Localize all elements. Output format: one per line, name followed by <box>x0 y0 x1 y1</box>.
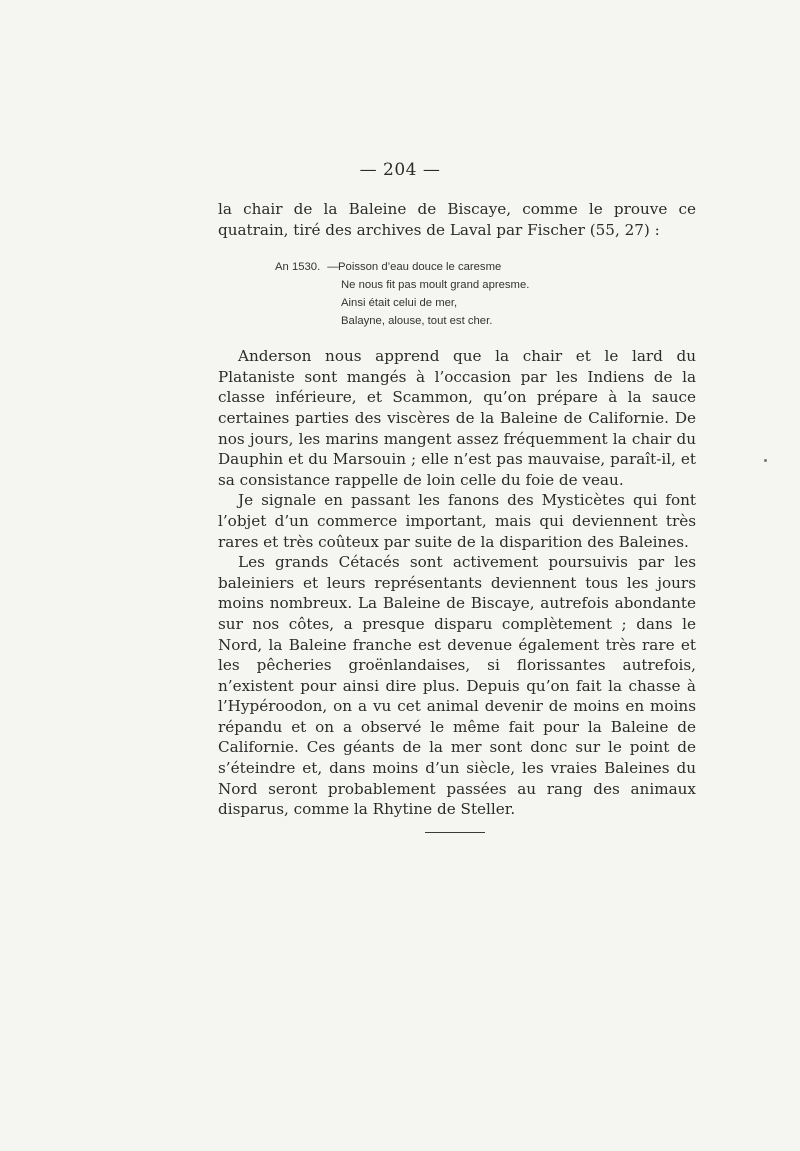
quatrain-line <box>218 312 696 330</box>
main-text <box>218 199 696 820</box>
quatrain-line <box>218 258 696 276</box>
body-paragraph: Les grands Cétacés sont activement poursuivis par les baleiniers et leurs représentants deviennent tous les jours moins nombreux. La Baleine de Biscaye, autrefois abondante sur nos côtes, a presque disparu complètement ; dans le Nord, la Baleine franche est devenue également très rare et les pêcheries groënlandaises, si florissantes autrefois, n’existent pour ainsi dire plus. Depuis qu’on fait la chasse à l’Hypéroodon, on a vu cet animal devenir de moins en moins répandu et on a observé le même fait pour la Baleine de Californie. Ces géants de la mer sont donc sur le point de s’éteindre et, dans moins d’un siècle, les vraies Baleines du Nord seront probablement passées au rang des animaux disparus, comme la Rhytine de Steller. <box>218 553 696 819</box>
quatrain-line-text: Ne nous fit pas moult grand apresme. <box>341 279 530 292</box>
quatrain-line-text: Poisson d’eau douce le caresme <box>338 261 502 274</box>
quatrain-line <box>218 294 696 312</box>
body-paragraph: Je signale en passant les fanons des Mysticètes qui font l’objet d’un commerce important, mais qui deviennent très rares et très coûteux par suite de la disparition des Baleines. <box>218 491 696 551</box>
page-number: — 204 — <box>359 160 441 180</box>
quatrain <box>218 258 696 330</box>
quatrain-line-text: Ainsi était celui de mer, <box>341 297 458 310</box>
body-paragraph: Anderson nous apprend que la chair et le lard du Plataniste sont mangés à l’occasion par les Indiens de la classe inférieure, et Scammon, qu’on prépare à la sauce certaines parties des viscères de la Baleine de Californie. De nos jours, les marins mangent assez fréquemment la chair du Dauphin et du Marsouin ; elle n’est pas mauvaise, paraît-il, et sa consistance rappelle de loin celle du foie de veau. <box>218 347 696 489</box>
quatrain-dash: — <box>327 261 339 274</box>
end-rule <box>425 832 485 833</box>
quatrain-line <box>218 276 696 294</box>
quatrain-date: An 1530. — <box>275 261 339 274</box>
intro-paragraph: la chair de la Baleine de Biscaye, comme le prouve ce quatrain, tiré des archives de Laval par Fischer (55, 27) : <box>218 200 696 239</box>
paper-speck <box>764 459 767 462</box>
quatrain-line-text: Balayne, alouse, tout est cher. <box>341 315 493 328</box>
